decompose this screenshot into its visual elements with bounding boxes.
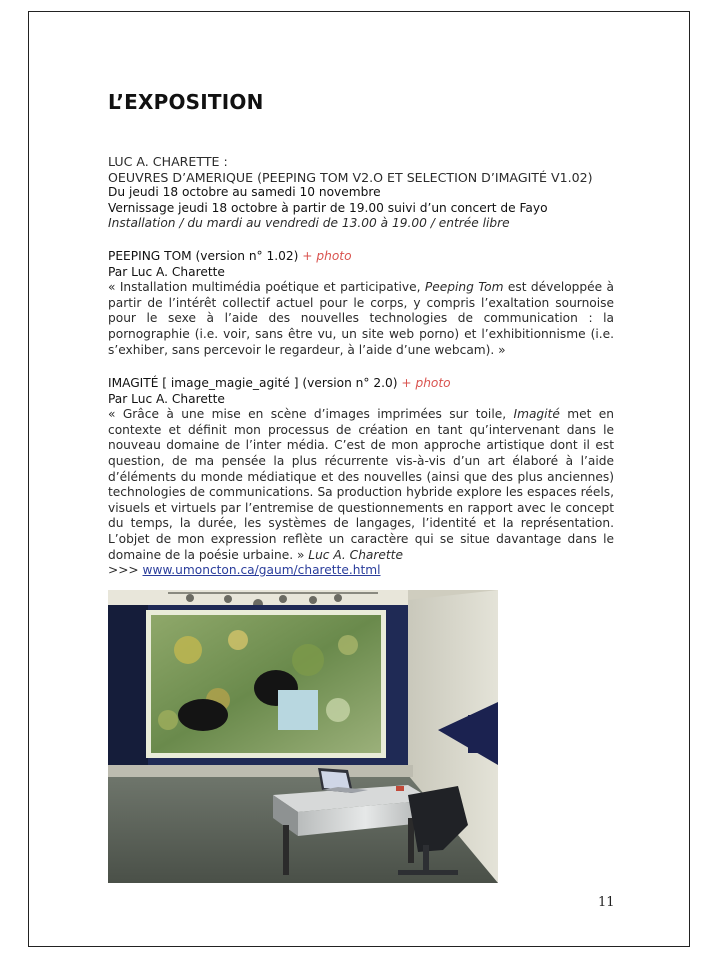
page-title: L’EXPOSITION <box>108 90 264 114</box>
peeping-tom-text-2: est développée à partir de l’intérêt collectif actuel pour le corps, y compris l’exaltation sournoise pour le sexe à l’aide des nouvelles technologies de communication : la pornographie (i.e. voir, sans être vu, un site web porno) et l’exhibitionnisme (i.e. s’exhiber, sans percevoir le regardeur, à l’aide d’une webcam). » <box>108 280 614 357</box>
imagite-description <box>108 407 614 563</box>
charette-url-link[interactable]: www.umoncton.ca/gaum/charette.html <box>142 563 381 578</box>
imagite-link-line <box>108 563 614 579</box>
peeping-tom-section <box>108 249 614 358</box>
imagite-section <box>108 376 614 579</box>
link-prefix: >>> <box>108 563 143 578</box>
imagite-signature: Luc A. Charette <box>308 547 403 562</box>
exhibition-dates: Du jeudi 18 octobre au samedi 10 novembre <box>108 185 381 200</box>
imagite-photo-link[interactable]: + photo <box>401 376 451 390</box>
gallery-installation-photo <box>108 590 498 883</box>
exhibition-title: OEUVRES D’AMERIQUE (PEEPING TOM V2.O ET SELECTION D’IMAGITÉ V1.02) <box>108 169 593 185</box>
peeping-tom-photo-link[interactable]: + photo <box>302 249 352 263</box>
exhibition-hours: Installation / du mardi au vendredi de 13.00 à 19.00 / entrée libre <box>108 216 510 231</box>
peeping-tom-title: PEEPING TOM (version n° 1.02) <box>108 249 299 263</box>
artist-line: LUC A. CHARETTE : <box>108 154 228 169</box>
peeping-tom-byline: Par Luc A. Charette <box>108 264 225 279</box>
imagite-text-1: « Grâce à une mise en scène d’images imprimées sur toile, <box>108 407 514 422</box>
installation-illustration <box>108 590 498 883</box>
imagite-title: IMAGITÉ [ image_magie_agité ] (version n° 2.0) <box>108 376 398 390</box>
peeping-tom-text-italic: Peeping Tom <box>424 280 504 295</box>
exhibition-opening: Vernissage jeudi 18 octobre à partir de 19.00 suivi d’un concert de Fayo <box>108 200 548 215</box>
exhibition-info <box>108 154 618 232</box>
peeping-tom-text-1: « Installation multimédia poétique et participative, <box>108 280 425 295</box>
imagite-heading <box>108 376 614 392</box>
page-number: 11 <box>598 895 615 910</box>
peeping-tom-description <box>108 280 614 358</box>
imagite-text-2: met en contexte et définit mon processus de création en tant qu’intervenant dans le nouveau domaine de l’inter média. C’est de mon approche artistique dont il est question, de ma pensée la plus récurrente vis-à-vis d’un art élaboré à l’aide d’éléments du monde médiatique et des nouvelles (ainsi que des plus anciennes) technologies de communications. Sa production hybride explore les espaces réels, visuels et virtuels par l’entremise de questionnements en rapport avec le concept du temps, la durée, les systèmes de langages, l’identité et la représentation. L’objet de mon expression reflète un caractère qui se situe davantage dans le domaine de la poésie urbaine. » <box>108 407 614 562</box>
imagite-byline: Par Luc A. Charette <box>108 391 225 406</box>
imagite-text-italic: Imagité <box>513 407 560 422</box>
peeping-tom-heading <box>108 249 614 265</box>
